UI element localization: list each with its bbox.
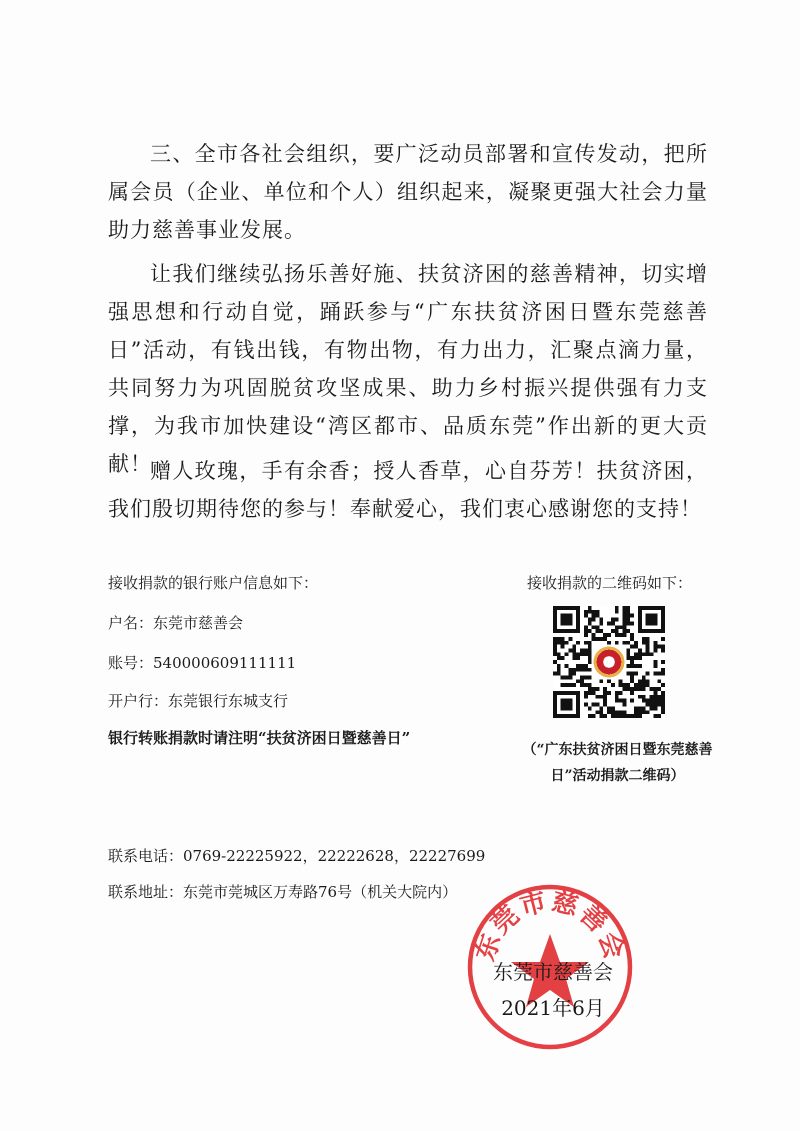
bank-info-heading: 接收捐款的银行账户信息如下： (108, 574, 319, 592)
account-number: 账号：540000609111111 (108, 654, 297, 672)
paragraph-social-organizations: 三、全市各社会组织，要广泛动员部署和宣传发动，把所属会员（企业、单位和个人）组织起来，凝聚更强大社会力量助力慈善事业发展。 (108, 142, 708, 242)
qr-caption: （“广东扶贫济困日暨东莞慈善日”活动捐款二维码） (522, 742, 713, 784)
transfer-note: 银行转账捐款时请注明“扶贫济困日暨慈善日” (108, 729, 411, 747)
account-name: 户名：东莞市慈善会 (108, 614, 244, 632)
bank-branch: 开户行：东莞银行东城支行 (108, 692, 289, 710)
contact-address: 联系地址：东莞市莞城区万寿路76号（机关大院内） (108, 883, 458, 901)
donation-qr-code[interactable] (553, 606, 665, 718)
qr-heading: 接收捐款的二维码如下： (527, 574, 693, 592)
signature-organization: 东莞市慈善会 (493, 960, 613, 984)
seal-text: 东莞市慈善会 (470, 886, 630, 965)
paragraph-call-to-action: 让我们继续弘扬乐善好施、扶贫济困的慈善精神，切实增强思想和行动自觉，踊跃参与“广东扶贫济困日暨东莞慈善日”活动，有钱出钱，有物出物，有力出力，汇聚点滴力量，共同努力为巩固脱贫攻坚成果、助力乡村振兴提供强有力支撑，为我市加快建设“湾区都市、品质东莞”作出新的更大贡献！ (108, 262, 708, 476)
paragraph-closing: 赠人玫瑰，手有余香；授人香草，心自芬芳！扶贫济困，我们殷切期待您的参与！奉献爱心，我们衷心感谢您的支持！ (108, 459, 708, 521)
contact-phone: 联系电话：0769-22225922，22222628，22227699 (108, 847, 486, 865)
signature-date: 2021年6月 (501, 996, 605, 1020)
